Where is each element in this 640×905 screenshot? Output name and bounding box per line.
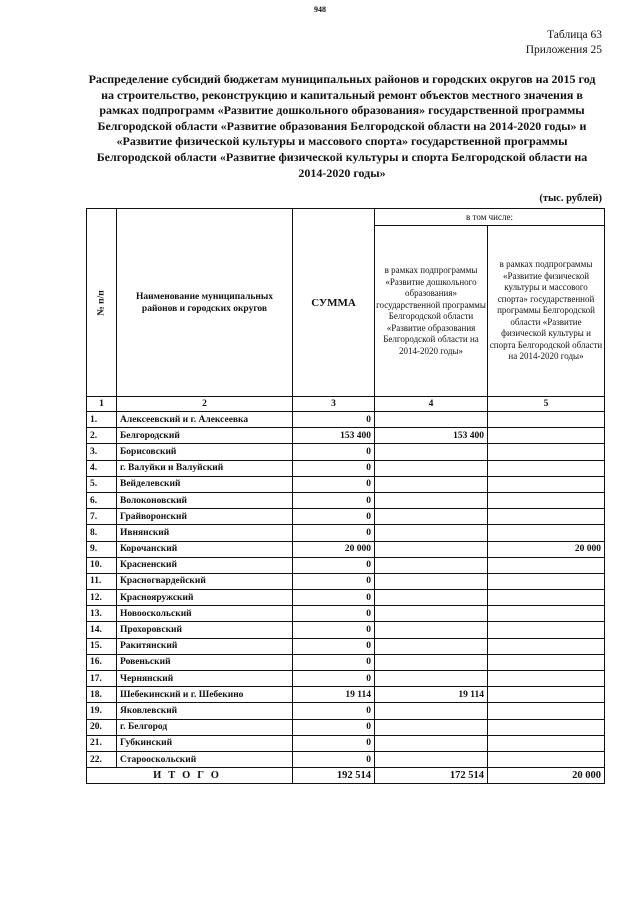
row-number: 7. (87, 509, 117, 525)
column-numbers-row (87, 397, 605, 412)
appendix-label: Приложения 25 (525, 44, 602, 56)
table-row (87, 557, 605, 573)
sport-cell (488, 492, 605, 508)
sum-cell: 0 (293, 654, 375, 670)
column-number: 2 (117, 397, 293, 412)
row-number: 18. (87, 687, 117, 703)
row-number: 14. (87, 622, 117, 638)
table-row (87, 654, 605, 670)
sport-cell (488, 687, 605, 703)
district-name: Белгородский (117, 428, 293, 444)
sport-cell (488, 622, 605, 638)
row-number: 16. (87, 654, 117, 670)
table-row (87, 476, 605, 492)
sum-cell: 0 (293, 557, 375, 573)
total-label: ИТОГО (87, 768, 293, 784)
row-number: 15. (87, 638, 117, 654)
sum-cell: 0 (293, 444, 375, 460)
sum-cell: 0 (293, 412, 375, 428)
row-number: 2. (87, 428, 117, 444)
preschool-cell (375, 541, 488, 557)
preschool-cell (375, 606, 488, 622)
sport-cell (488, 428, 605, 444)
table-row (87, 671, 605, 687)
preschool-cell (375, 460, 488, 476)
row-number: 4. (87, 460, 117, 476)
sport-cell (488, 573, 605, 589)
header-row-number (87, 209, 117, 397)
table-row (87, 444, 605, 460)
district-name: Губкинский (117, 735, 293, 751)
sum-cell: 0 (293, 719, 375, 735)
district-name: Грайворонский (117, 509, 293, 525)
table-row (87, 525, 605, 541)
table-row (87, 703, 605, 719)
preschool-cell (375, 444, 488, 460)
district-name: Чернянский (117, 671, 293, 687)
preschool-cell (375, 557, 488, 573)
preschool-cell (375, 719, 488, 735)
row-number: 21. (87, 735, 117, 751)
row-number: 11. (87, 573, 117, 589)
table-row (87, 606, 605, 622)
sport-cell (488, 444, 605, 460)
sport-cell (488, 412, 605, 428)
district-name: Яковлевский (117, 703, 293, 719)
sport-cell (488, 525, 605, 541)
sum-cell: 0 (293, 606, 375, 622)
header-preschool: в рамках подпрограммы «Развитие дошкольного образования» государственной программы Белгородской области «Развитие образования Белгородской области на 2014-2020 годы» (375, 226, 488, 397)
row-number: 12. (87, 590, 117, 606)
preschool-cell (375, 751, 488, 767)
sport-cell (488, 638, 605, 654)
header-sum: СУММА (293, 209, 375, 397)
sport-cell: 20 000 (488, 541, 605, 557)
units-note: (тыс. рублей) (539, 193, 602, 204)
district-name: Прохоровский (117, 622, 293, 638)
preschool-cell: 153 400 (375, 428, 488, 444)
sum-cell: 0 (293, 622, 375, 638)
sum-cell: 0 (293, 638, 375, 654)
table-row (87, 541, 605, 557)
sport-cell (488, 557, 605, 573)
sport-cell (488, 476, 605, 492)
row-number: 5. (87, 476, 117, 492)
table-row (87, 460, 605, 476)
preschool-cell (375, 671, 488, 687)
sum-cell: 0 (293, 735, 375, 751)
sport-cell (488, 735, 605, 751)
preschool-cell (375, 525, 488, 541)
table-label: Таблица 63 (547, 29, 602, 41)
row-number: 19. (87, 703, 117, 719)
header-in-group: в том числе: (375, 209, 605, 226)
page-number: 948 (314, 5, 326, 14)
column-number: 5 (488, 397, 605, 412)
table-row (87, 622, 605, 638)
row-number: 10. (87, 557, 117, 573)
row-number: 20. (87, 719, 117, 735)
sum-cell: 0 (293, 751, 375, 767)
header-district-name: Наименование муниципальных районов и городских округов (117, 209, 293, 397)
preschool-cell (375, 703, 488, 719)
sum-cell: 0 (293, 525, 375, 541)
table-row (87, 412, 605, 428)
row-number: 8. (87, 525, 117, 541)
preschool-cell (375, 735, 488, 751)
district-name: Шебекинский и г. Шебекино (117, 687, 293, 703)
preschool-cell (375, 622, 488, 638)
preschool-cell: 19 114 (375, 687, 488, 703)
preschool-cell (375, 638, 488, 654)
preschool-cell (375, 573, 488, 589)
row-number: 13. (87, 606, 117, 622)
sum-cell: 153 400 (293, 428, 375, 444)
table-row (87, 687, 605, 703)
row-number: 1. (87, 412, 117, 428)
table-row (87, 509, 605, 525)
sum-cell: 0 (293, 460, 375, 476)
row-number: 22. (87, 751, 117, 767)
preschool-cell (375, 492, 488, 508)
total-row (87, 768, 605, 784)
district-name: Корочанский (117, 541, 293, 557)
sum-cell: 0 (293, 476, 375, 492)
district-name: Волоконовский (117, 492, 293, 508)
table-row (87, 735, 605, 751)
table-row (87, 719, 605, 735)
preschool-cell (375, 412, 488, 428)
table-row (87, 492, 605, 508)
column-number: 4 (375, 397, 488, 412)
total-sport: 20 000 (488, 768, 605, 784)
district-name: г. Белгород (117, 719, 293, 735)
district-name: Борисовский (117, 444, 293, 460)
sum-cell: 0 (293, 671, 375, 687)
total-sum: 192 514 (293, 768, 375, 784)
sum-cell: 0 (293, 492, 375, 508)
table-body (87, 397, 605, 768)
row-number: 6. (87, 492, 117, 508)
district-name: Красненский (117, 557, 293, 573)
district-name: Старооскольский (117, 751, 293, 767)
sport-cell (488, 719, 605, 735)
header-sport: в рамках подпрограммы «Развитие физической культуры и массового спорта» государственной программы Белгородской области «Развитие физической культуры и спорта Белгородской области на 2014-2020 годы» (488, 226, 605, 397)
district-name: Ракитянский (117, 638, 293, 654)
table-row (87, 638, 605, 654)
column-number: 1 (87, 397, 117, 412)
header-row-number-text: № п/п (96, 289, 107, 316)
district-name: Ивнянский (117, 525, 293, 541)
sport-cell (488, 654, 605, 670)
row-number: 9. (87, 541, 117, 557)
preschool-cell (375, 654, 488, 670)
sum-cell: 0 (293, 590, 375, 606)
sport-cell (488, 606, 605, 622)
preschool-cell (375, 509, 488, 525)
row-number: 17. (87, 671, 117, 687)
sport-cell (488, 751, 605, 767)
sum-cell: 0 (293, 703, 375, 719)
sport-cell (488, 590, 605, 606)
sum-cell: 19 114 (293, 687, 375, 703)
preschool-cell (375, 590, 488, 606)
table-row (87, 590, 605, 606)
district-name: Краснояружский (117, 590, 293, 606)
subsidies-table (86, 208, 605, 784)
total-preschool: 172 514 (375, 768, 488, 784)
table-row (87, 428, 605, 444)
sport-cell (488, 703, 605, 719)
document-title: Распределение субсидий бюджетам муниципальных районов и городских округов на 2015 год на строительство, реконструкцию и капитальный ремонт объектов местного значения в рамках подпрограмм «Развитие дошкольного образования» государственной программы Белгородской области «Развитие образования Белгородской области на 2014-2020 годы» и «Развитие физической культуры и массового спорта» государственной программы Белгородской области «Развитие физической культуры и спорта Белгородской области на 2014-2020 годы» (88, 72, 596, 180)
column-number: 3 (293, 397, 375, 412)
district-name: г. Валуйки и Валуйский (117, 460, 293, 476)
district-name: Новооскольский (117, 606, 293, 622)
sum-cell: 0 (293, 509, 375, 525)
district-name: Алексеевский и г. Алексеевка (117, 412, 293, 428)
row-number: 3. (87, 444, 117, 460)
preschool-cell (375, 476, 488, 492)
district-name: Красногвардейский (117, 573, 293, 589)
sum-cell: 20 000 (293, 541, 375, 557)
district-name: Ровеньский (117, 654, 293, 670)
table-row (87, 573, 605, 589)
table-row (87, 751, 605, 767)
district-name: Вейделевский (117, 476, 293, 492)
sport-cell (488, 671, 605, 687)
sport-cell (488, 509, 605, 525)
sport-cell (488, 460, 605, 476)
sum-cell: 0 (293, 573, 375, 589)
